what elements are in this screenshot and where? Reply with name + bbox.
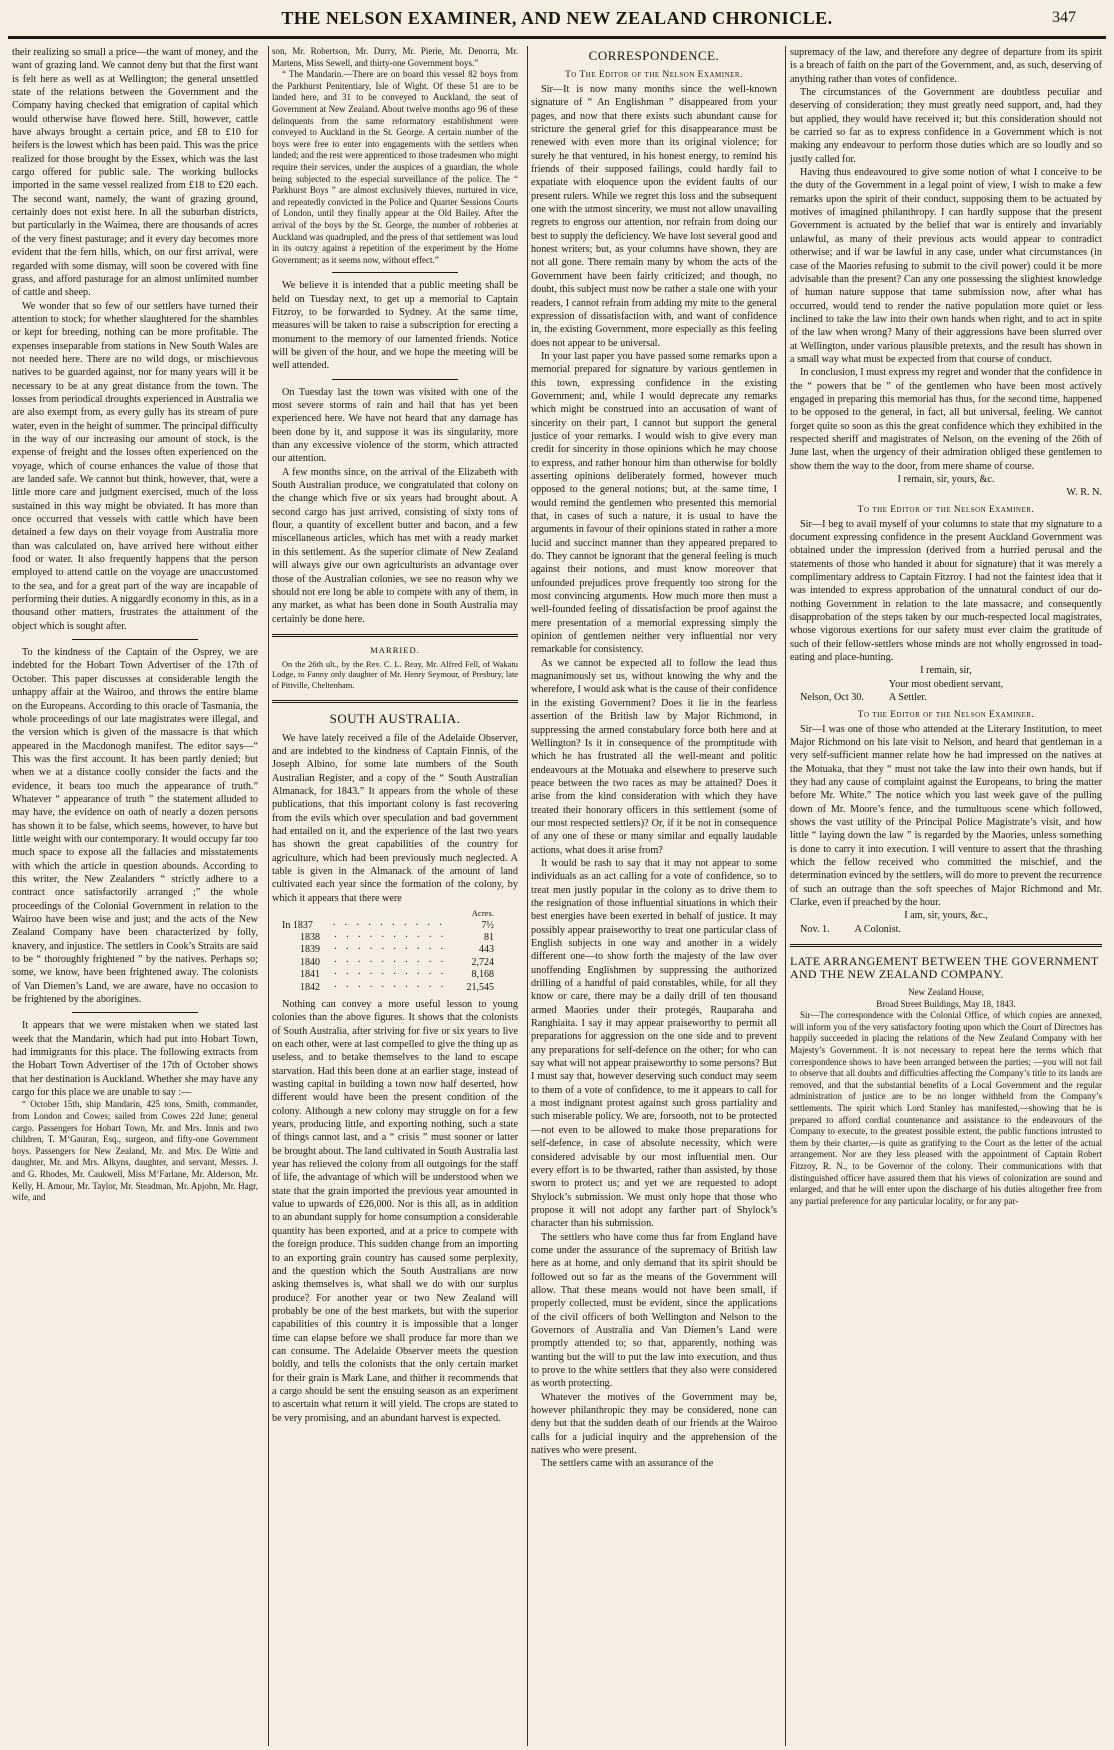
column-rule bbox=[527, 46, 528, 1746]
letter-paragraph: Sir—It is now many months since the well-known signature of “ An Englishman ” disappeared from your pages, and now that there exists such abundant cause for stricture the general grief for this disappearance must be renewed with even more than its original violence; for surely he that ventured, in his honest energy, to remind his friends of their supposed failings, could hardly fail to expatiate with eloquence upon the evident faults of our present rulers. While we regret this loss and the subsequent one with the utmost sincerity, we must not allow unavailing regrets to engross our attention, nor refrain from doing our best to supply the deficiency. We have lost several good and honest writers; but, as your columns have shown, they are not all gone. There remain many by whom the acts of the Government have been fairly criticized; and though, no doubt, this subject must now be rather a stale one with your readers, I cannot refrain from adding my mite to the general expression of dissatisfaction with, and want of confidence in, the existing Government, more especially as this feeling does not appear to be universal. bbox=[531, 84, 777, 349]
table-cell-year: In 1837 bbox=[282, 919, 313, 931]
column-rule bbox=[785, 46, 786, 1746]
letter-closing: Your most obedient servant, bbox=[888, 678, 1004, 690]
section-divider bbox=[272, 700, 518, 703]
table-cell-year: 1839 bbox=[300, 944, 320, 956]
letter-address: To The Editor of the Nelson Examiner. bbox=[565, 70, 743, 80]
column-2 bbox=[272, 46, 518, 1746]
table-row: 1838 · · · · · · · · · · 81 bbox=[272, 932, 518, 944]
column-3 bbox=[531, 46, 777, 1746]
letter-paragraph: Having thus endeavoured to give some notion of what I conceive to be the duty of the Government in a legal point of view, I wish to make a few remarks upon the spirit of their conduct, supposing them to be actuated by motives of imagined philanthropy. I can hardly suppose that the present Government is actuated by the belief that war is entirely and invariably unlawful, as many of their previous acts would appear to contradict otherwise; and if war be lawful in any case, under what circumstances (in case of the Maories refusing to submit to the civil power) could it be more advisable than the present? Can any one possessing the slightest knowledge of human nature suppose that tame submission now, after what has occurred, would tend to render the native population more quiet or less inclined to take the law into their own hands when right, and to act in spite of the law when wrong? Many of their aggressions have been slurred over at Wellington, under various plausible pretexts, and the result has shown in a small way what must be expected from that course of conduct. bbox=[790, 167, 1102, 365]
masthead-rule bbox=[8, 36, 1106, 39]
letter-paragraph: It would be rash to say that it may not appear to some individuals as an act calling for a vote of confidence, so to treat men justly popular in the colony as to drive them to the resignation of those influential situations in which their best energies have been exerted in behalf of justice. It may possibly appear praiseworthy to treat one particular class of English subjects in one way and another in a widely different one—to show forth the majesty of the law over unoffending Englishmen by suppressing the authorized drilling of a handful of paid constables, while, for all they know or care, there may be a daily drill of ten thousand armed Maories under their protegés, Rauparaha and Ranghiaita. I say it may appear praiseworthy to permit all preparations for aggression on the one side and to prevent any preparations for self-defence on the other; for who can say what will not appear praiseworthy to some persons? But I must say that, however deserving such conduct may seem to them of a vote of confidence, to me it appears to call for a most indignant protest against such gross partiality and such miserable policy. We are, forsooth, not to be protected—not even to be allowed to make those preparations for self-defence, in case of absolute necessity, which were considered advisable by our most influential men. Our every effort is to be thwarted, rather than assisted, by those sworn to protect us; and yet we are requested to adopt Shylock’s submission. We must only hope that those who propose it will not adopt any farther part of Shylock’s character than his submission. bbox=[531, 857, 777, 1230]
table-cell-acres: 443 bbox=[479, 944, 494, 956]
letter-paragraph: The circumstances of the Government are doubtless peculiar and deserving of consideration; they must greatly need support, and, had they but applied, they would have received it; but this consideration should not be carried so far as to express confidence in a Government which is not making any endeavour to perform those duties which are so loudly and so justly called for. bbox=[790, 87, 1102, 165]
letter-paragraph: Sir—The correspondence with the Colonial Office, of which copies are annexed, will inform you of the very satisfactory footing upon which the Court of Directors has happily succeeded in placing the relations of the New Zealand Company with her Majesty’s Government. It is not necessary to repeat here the terms which that correspondence shows to have been arranged between the parties; —you will not fail to observe that all doubts and difficulties affecting the Company’s title to its lands are removed, and that the substantial benefits of a Local Government and the regular administration of justice are to be no longer withheld from the Company’s settlements. The spirit which Lord Stanley has manifested,—showing that he is prepared to afford cordial countenance and assistance to the endeavours of the Company to execute, to the greatest possible extent, the public functions intrusted to them by their charter,—is quite as gratifying to the Court as the letter of the actual arrangement. Nor are they less pleased with the appointment of Captain Robert Fitzroy, R. N., to be Governor of the colony. Their communications with that distinguished officer have assured them that his views of colonization are sound and enlarged, and that he will enter upon the discharge of his duties altogether free from any partial preference for any particular locality, or for any par- bbox=[790, 1010, 1102, 1206]
page-number: 347 bbox=[1052, 9, 1076, 26]
article-paragraph: We have lately received a file of the Adelaide Observer, and are indebted to the kindness of Captain Finnis, of the Joseph Albino, for some late numbers of the South Australian Register, and a copy of the “ South Australian Almanack, for 1843.” It appears from the whole of these publications, that this important colony is fast recovering from the evils which over speculation and bad government had entailed on it, and the experience of the last two years has shown the great capabilities of the country for agriculture, which had been previously much neglected. A table is given in the Almanack of the amount of land cultivated each year since the formation of the colony, by which it appears that there were bbox=[272, 732, 518, 904]
article-paragraph: It appears that we were mistaken when we stated last week that the Mandarin, which had put into Hobart Town, had immigrants for this place. The following extracts from the Hobart Town Advertiser of the 17th of October shows that her destination is Auckland. Whether she may have any cargo for this place we are unable to say :— bbox=[12, 1020, 258, 1099]
letter-closing: I am, sir, yours, &c., bbox=[904, 910, 988, 922]
column-rule bbox=[268, 46, 269, 1746]
letter-address-line: New Zealand House, bbox=[908, 987, 984, 997]
letter-paragraph: Sir—I beg to avail myself of your columns to state that my signature to a document expressing confidence in the present Auckland Government was obtained under the impression (derived from a hurried perusal and the statements of those who handed it about for signature) that it was merely a complimentary address to Captain Fitzroy. I had not the faintest idea that it was intended to express approbation of the unnatural conduct of our do-nothing Government in relation to the late massacre, and consequently disapprobation of the steps taken by our much-respected local magistrates, whose vigorous exertions for our safety must ever claim the gratitude of such of their fellow-settlers whose minds are not wholly engrossed in toad-eating and place-hunting. bbox=[790, 518, 1102, 664]
column-4 bbox=[790, 46, 1102, 1746]
letter-signature: Nov. 1. A Colonist. bbox=[800, 923, 901, 935]
article-paragraph: On Tuesday last the town was visited with one of the most severe storms of rain and hail that has yet been experienced here. We have not heard that any damage has been done by it, and suppose it was its singularity, more than any excessive violence of the storm, which attracted our attention. bbox=[272, 386, 518, 465]
table-row: 1841 · · · · · · · · · · 8,168 bbox=[272, 969, 518, 981]
letter-closing: I remain, sir, bbox=[920, 665, 972, 677]
correspondence-heading: CORRESPONDENCE. bbox=[588, 48, 720, 63]
article-paragraph: To the kindness of the Captain of the Osprey, we are indebted for the Hobart Town Advertiser of the 17th of October. This paper discusses at considerable length the unhappy affair at the Wairoo, and throws the entire blame on the Europeans. According to this oracle of Tasmania, the whole proceedings of our late magistrates were illegal, and the version which is given of the massacre is that which appeared in the Macdonogh manifest. The editor says—“ This was the first account. It has been partly denied; but when we at a distance coolly consider the facts and the evidence, it bears too much the appearance of truth.” Whatever “ appearance of truth ” the statement alluded to may have, the evidence on oath of nearly a dozen persons has shown it to be false, which seems, however, to have but little weight with our contemporary. It would occupy far too much space to expose all the fallacies and misstatements with which the article in question abounds. According to this writer, the New Zealanders “ strictly adhere to a contract once satisfactorily arranged ;” the whole proceedings of the Colonial Government in relation to the Wairoo have been wise and just; and the acts of the New Zealand Company have been characterized by folly, knavery, and injustice. The settlers in Cook’s Straits are said to be “ thoroughly frightened ” by the natives. Perhaps so; some, we know, have been frightened away. The colonists of Van Diemen’s Land, we are aware, have no occasion to be frightened by the aborigines. bbox=[12, 647, 258, 1006]
letter-signature: Nelson, Oct 30. A Settler. bbox=[800, 692, 927, 704]
table-cell-year: 1838 bbox=[300, 931, 320, 943]
letter-signature: W. R. N. bbox=[1066, 487, 1102, 499]
column-1 bbox=[12, 46, 258, 1746]
section-divider bbox=[72, 639, 198, 640]
section-divider bbox=[272, 634, 518, 637]
married-notice: On the 26th ult., by the Rev. C. L. Reay, Mr. Alfred Fell, of Wakatu Lodge, to Fanny only daughter of Mr. Henry Seymour, of Presbury, late of Pittville, Cheltenham. bbox=[272, 659, 518, 691]
table-row: 1839 · · · · · · · · · · 443 bbox=[272, 944, 518, 956]
section-divider bbox=[332, 379, 458, 380]
letter-paragraph: Whatever the motives of the Government may be, however philanthropic they may be considered, none can deny but that the sudden death of our friends at the Wairoo calls for a judicial inquiry and the apprehension of the natives who were present. bbox=[531, 1391, 777, 1457]
acres-table bbox=[272, 907, 518, 994]
newspaper-title: THE NELSON EXAMINER, AND NEW ZEALAND CHRONICLE. bbox=[281, 8, 833, 28]
shipping-extract: “ October 15th, ship Mandarin, 425 tons, Smith, commander, from London and Cowes; sailed from Cowes 22d June; general cargo. Passengers for Hobart Town, Mr. and Mrs. Innis and two children, T. M‘Gauran, Esq., surgeon, and fifty-one Government boys. Passengers for New Zealand, Mr. and Mrs. De Witte and daughter, Mr. and Mrs. Alkyns, daughter, and servant, Messrs. J. and G. Rhodes, Mr. Caukwell, Miss M‘Farlane, Mr. Alderson, Mr. Kelly, H. Amour, Mr. Taylor, Mr. Steadman, Mr. Apjohn, Mr. Hagr, wife, and bbox=[12, 1099, 258, 1203]
letter-paragraph: Sir—I was one of those who attended at the Literary Institution, to meet Major Richmond on his late visit to Nelson, and heard that gentleman in a very self-sufficient manner relate how he had impressed on the natives at the Motuaka, that they “ must not take the law into their own hands, but if they had any cause of complaint against the Europeans, to bring the matter before Mr. White.” The notice which you last week gave of the pulling down of Mr. Moore’s fence, and the tumultuous scene which followed, shows the vast utility of the Principal Police Magistrate’s visit, and how little “ laying down the law ” is regarded by the Maories, unless something is done to carry it into execution. I will venture to assert that the thrashing which the fellow received who committed the mischief, and the determination evinced by the settlers, will do more to prevent the recurrence of such an outrage than the soft speeches of Major Richmond and Mr. Clarke, even if preached by the hour. bbox=[790, 723, 1102, 908]
table-cell-acres: 8,168 bbox=[471, 969, 494, 981]
letter-paragraph: In your last paper you have passed some remarks upon a memorial prepared for signature by various gentlemen in this town, expressing confidence in the existing Government; and, while I would deprecate any remarks which might be construed into an accusation of want of sincerity on their part, I cannot but support the general justice of your remarks. I would wish to give every man credit for sincerity in those opinions which he may choose to express, and rather honour him than otherwise for boldly asserting opinions deliberately formed, however much opposed to the general notions; but, at the same time, I would remind the gentlemen who presented this memorial that, in cases of such a nature, it is usual to have the arguments in favour of their opinions stated in rather a more lucid and succinct manner than they appeared prepared to do. They cannot be ignorant that the general feeling is much against their notions, and must know moreover that unfounded prejudices prove frequently too strong for the most convincing arguments. How much more then must a well-founded feeling of dissatisfaction be proof against the mere presentation of a memorial expressing simply the opinion of gentlemen neither very influential nor very remarkable for consistency. bbox=[531, 350, 777, 656]
section-divider bbox=[72, 1012, 198, 1013]
masthead bbox=[0, 0, 1114, 46]
section-divider bbox=[790, 944, 1102, 947]
letter-address: To the Editor of the Nelson Examiner. bbox=[857, 709, 1035, 720]
acres-header: Acres. bbox=[471, 908, 494, 919]
article-paragraph: Nothing can convey a more useful lesson to young colonies than the above figures. It shows that the colonists of South Australia, after striving for five or six years to live on each other, were at last compelled to give the thing up as useless, and to betake themselves to the land to escape starvation. Had this been done at an earlier stage, instead of wasting capital in building a town now half deserted, how different would have been the present condition of the colony. Although a new colony may struggle on for a few years, producing little, and exporting nothing, such a state of things cannot last, and a “ crisis ” must sooner or latter be brought about. The land cultivated in South Australia last year has relieved the colony from all outgoings for the staff of life, the advantage of which will be understood when we state that the grain imported the previous year amounted in value to upwards of £26,000. Nor is this all, as in addition to an abundant supply for home consumption a considerable quantity has been exported, and at a price to compete with the foreign produce. This sudden change from an importing to an exporting grain country has caused some perplexity, and the question which the South Australians are now asking themselves is, what shall we do with our surplus produce? For another year or two New Zealand will probably be one of the best markets, but with the superior capabilities of this country it is impossible that a longer time can elapse before we shall produce far more than we can consume. The Adelaide Observer meets the question boldly, and tells the colonists that the only certain market for their grain is Mark Lane, and thither it recommends that a cargo should be sent the ensuing season as an experiment to ascertain what return it will yield. The crops are stated to be very promising, and an abundant harvest is expected. bbox=[272, 998, 518, 1424]
letter-paragraph: supremacy of the law, and therefore any degree of departure from its spirit is a breach of faith on the part of the Government, and, as such, deserving of anything rather than votes of confidence. bbox=[790, 47, 1102, 85]
table-cell-acres: 7½ bbox=[481, 919, 494, 931]
south-australia-heading: SOUTH AUSTRALIA. bbox=[329, 710, 461, 726]
letter-address-line: Broad Street Buildings, May 18, 1843. bbox=[876, 998, 1016, 1009]
letter-paragraph: As we cannot be expected all to follow the lead thus magnanimously set us, without knowing the why and the wherefore, I would ask what is the cause of their confidence in the existing Government? Does it lie in the fearless assertion of the British law by Major Richmond, in suppressing the armed constabulary force both here and at Wellington? Is it in consequence of the promptitude with which he has frustrated all the well-meant and politic endeavours at the Motuaka and elsewhere to preserve such peace between the two races as may be attained? Does it arise from the kind consideration with which they have treated their honorary officers in this settlement (some of our most respected settlers)? Or, if it be not in consequence of any one of these or many similar and equally laudable actions, what does it arise from? bbox=[531, 657, 777, 856]
letter-address: To the Editor of the Nelson Examiner. bbox=[857, 504, 1035, 515]
mandarin-extract: “ The Mandarin.—There are on board this vessel 82 boys from the Parkhurst Penitentiary, Isle of Wight. Of these 51 are to be landed here, and 31 to be conveyed to Auckland, the seat of Government at New Zealand. About twelve months ago 96 of these delinquents from the same reformatory establishment were conveyed to Auckland in the St. George. A certain number of the boys were free to enter into engagements with the settlers when landed; and the rest were apprenticed to those tradesmen who might require their services, under the auspices of a guardian, the whole being subjected to the especial surveillance of the police. The “ Parkhurst Boys ” are almost exclusively thieves, nurtured in vice, and repeatedly convicted in the Police and Quarter Sessions Courts of London, until they finally appear at the Old Bailey. After the arrival of the boys by the St. George, the number of robberies at Auckland was quadrupled, and the press of that settlement was loud in its outcry against a repetition of the experiment by the Home Government; as it seems now, without effect.” bbox=[272, 69, 518, 265]
table-cell-acres: 21,545 bbox=[466, 981, 494, 993]
table-row: 1840 · · · · · · · · · · 2,724 bbox=[272, 957, 518, 969]
letter-closing: I remain, sir, yours, &c. bbox=[897, 474, 995, 485]
article-paragraph: A few months since, on the arrival of the Elizabeth with South Australian produce, we congratulated that colony on the change which five or six years had brought about. A second cargo has just arrived, consisting of sixty tons of flour, a quantity of excellent butter and bacon, and a few miscellaneous articles, which has met with a ready market in this settlement. As the superior climate of New Zealand will always give our own agriculturists an advantage over those of the Australian colonies, we see no reason why we should not ere long be able to compete with any of them, in any market, as what has been done in South Australia may certainly be done here. bbox=[272, 466, 518, 625]
table-cell-acres: 2,724 bbox=[471, 956, 494, 968]
shipping-extract: son, Mr. Robertson, Mr. Durry, Mr. Pierie, Mr. Denorra, Mr. Martens, Miss Sewell, and thirty-one Government boys.” bbox=[272, 46, 518, 68]
married-heading: MARRIED. bbox=[370, 644, 420, 655]
table-row: In 1837 · · · · · · · · · · 7½ bbox=[272, 920, 518, 932]
table-cell-acres: 81 bbox=[484, 931, 494, 943]
article-paragraph: We wonder that so few of our settlers have turned their attention to stock; for whether slaughtered for the shambles or kept for breeding, nothing can be more profitable. The expenses inseparable from stations in New South Wales are not needed here. There are no wild dogs, or mischievous natives to be guarded against, nor for many years will it be necessary to be at any great distance from the town. The losses from periodical droughts experienced in Australia we are also exempt from, as every gully has its stream of pure water, even in the height of summer. The principal difficulty in the way of our increasing our amount of stock, is the expense of freight and the losses often experienced on the voyage, which of course enhances the value of those that are landed safe. We cannot but think, however, that, were a little more care and judgment exercised, much of the loss sustained in this way might be obviated. It has more than once occurred that vessels with cattle which have been detained a few days on their voyage from Australia more than was calculated on, have arrived here without either food or water. It also frequently happens that the person employed to attend cattle on the voyage are unaccustomed to the sea, and for a great part of the way are incapable of performing their duties. A niggardly economy in this, as in a thousand other matters, frustrates the attainment of the object which is sought after. bbox=[12, 300, 258, 632]
letter-paragraph: The settlers who have come thus far from England have come under the assurance of the supremacy of British law here as at home, and only demand that its spirit should be followed out so far as the means of the Government will allow. That these means would not have been small, if properly collected, must be evident, since the applications of the civil officers of both Wellington and Nelson to the Governors of Australia and Van Diemen’s Land were promptly attended to; so that, apparently, nothing was wanting but the will to put the law into execution, and thus to prove to the white settlers that they also were considered as worth protecting. bbox=[531, 1231, 777, 1390]
article-paragraph: We believe it is intended that a public meeting shall be held on Tuesday next, to get up a memorial to Captain Fitzroy, to be forwarded to Sydney. At the same time, measures will be taken to raise a subscription for erecting a monument to the memory of our lamented friends. Notice will be given of the hour, and we hope the meeting will be well attended. bbox=[272, 280, 518, 372]
article-paragraph: their realizing so small a price—the want of money, and the want of grazing land. We cannot deny but that the first want is felt here as well as at Wellington; the general unsettled state of the relations between the Government and the Company having checked that emigration of capital which would otherwise have flowed here. Still, however, cattle have always brought a certain price, and £8 to £10 for heifers is the lowest which has been paid. This was the price realized for those brought by the Essex, which was the last cargo offered for public sale. The working bullocks imported in the same vessel realized from £18 to £20 each. The second want, namely, the want of grazing ground, certainly does not exist here. In all the suburban districts, but particularly in the Waimea, there are thousands of acres of the very finest pasturage; and it every day becomes more evident that the fern hills, which, on our first arrival, were regarded with some dismay, will soon be covered with fine grass, and afford pasturage for an almost unlimited number of cattle and sheep. bbox=[12, 47, 258, 299]
letter-paragraph: The settlers came with an assurance of the bbox=[541, 1458, 714, 1470]
table-cell-year: 1840 bbox=[300, 956, 320, 968]
table-cell-year: 1841 bbox=[300, 969, 320, 981]
letter-paragraph: In conclusion, I must express my regret and wonder that the confidence in the “ powers that be ” of the gentlemen who have been most actively engaged in preparing this memorial has thus, for the second time, happened to be opposed to the general, in fact, all but universal, feeling. We cannot forget quite so soon as this the great confidence which they exhibited in the respected sheriff and magistrates of Nelson, on the evening of the 26th of June last, when the urgency of their admiration obliged these gentlemen to show them the way to the door, from mere shame of course. bbox=[790, 367, 1102, 472]
table-row: 1842 · · · · · · · · · · 21,545 bbox=[272, 982, 518, 994]
section-divider bbox=[332, 272, 458, 273]
table-cell-year: 1842 bbox=[300, 981, 320, 993]
late-arrangement-heading: LATE ARRANGEMENT BETWEEN THE GOVERNMENT AND THE NEW ZEALAND COMPANY. bbox=[790, 954, 1099, 981]
